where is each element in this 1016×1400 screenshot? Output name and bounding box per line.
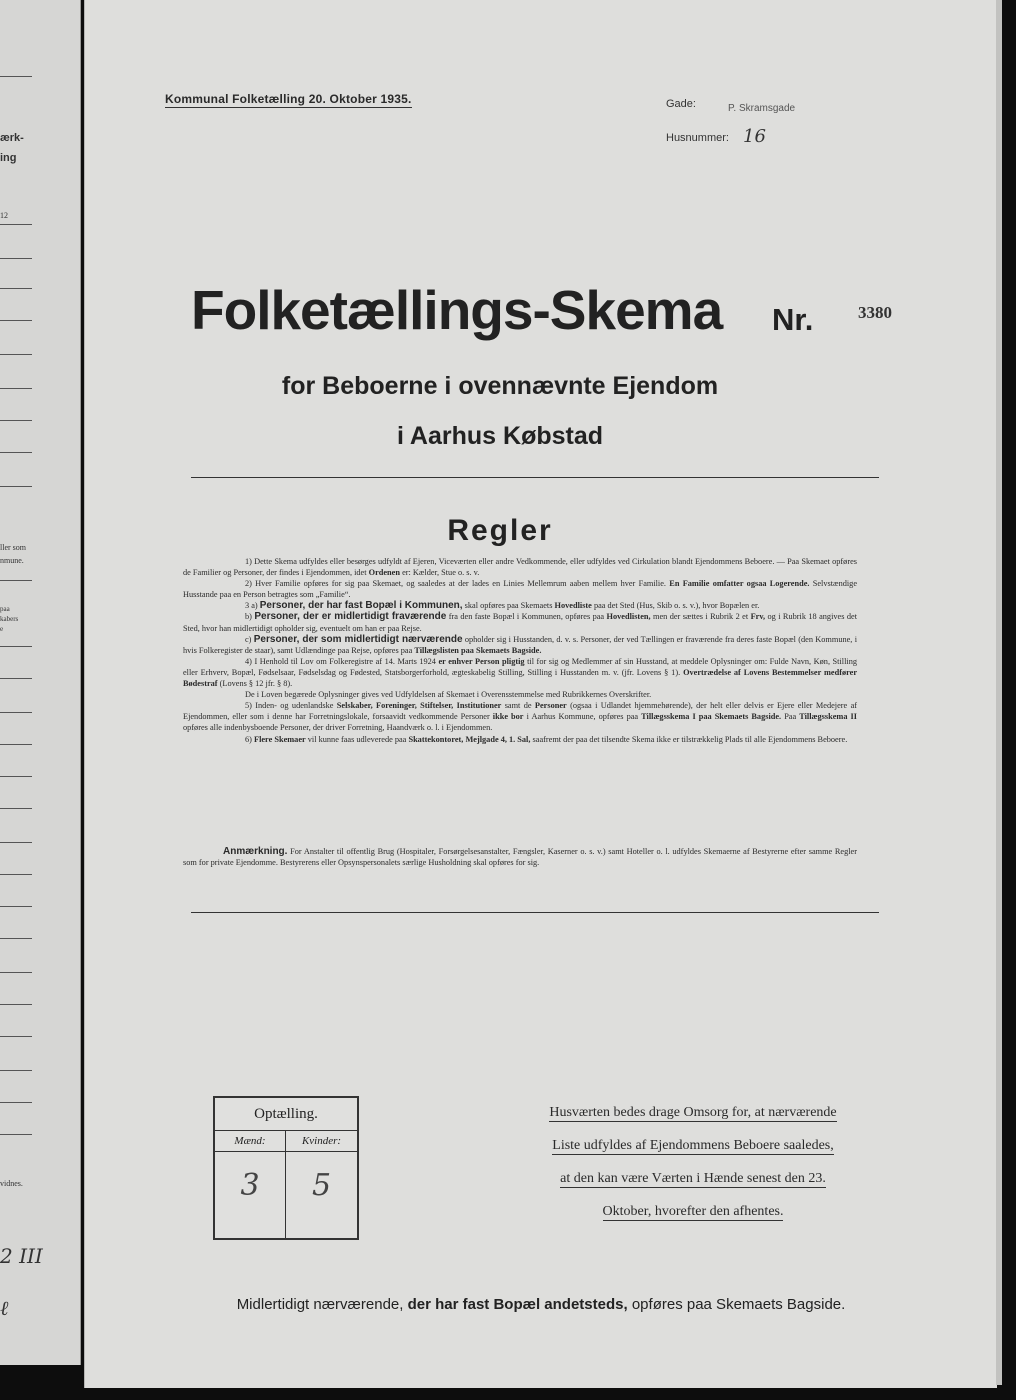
rule-1: 1) Dette Skema udfyldes eller besørges udfyldt af Ejeren, Viceværten eller andre Vedkommende, eller udfyldes ved Cirkulation blandt Ejendommens Beboere. — Paa Skemaet opføres de Familier og Personer, der findes i Ejendommen, idet Ordenen er: Kælder, Stue o. s. v.	[183, 557, 857, 578]
rule-3b: b) Personer, der er midlertidigt fraværende fra den faste Bopæl i Kommunen, opføres paa Hovedlisten, men der sættes i Rubrik 2 et Frv, og i Rubrik 18 angives det Sted, hvor han midlertidigt opholder sig, eventuelt om han er paa Rejse.	[183, 611, 857, 633]
rule-line	[0, 1134, 32, 1135]
women-label: Kvinder:	[286, 1131, 357, 1152]
rules-heading: Regler	[447, 514, 553, 547]
census-header: Kommunal Folketælling 20. Oktober 1935.	[165, 92, 412, 106]
rule-line	[0, 776, 32, 777]
page-fragment: ærk-	[0, 132, 24, 144]
rule-line	[0, 906, 32, 907]
remark-label: Anmærkning.	[223, 846, 288, 857]
husnummer-label: Husnummer:	[666, 132, 729, 144]
page-fragment: 12	[0, 211, 8, 220]
notice-line: Husværten bedes drage Omsorg for, at nærværende	[549, 1105, 837, 1120]
page-fragment: kabers	[0, 615, 19, 623]
page-fragment: ing	[0, 152, 17, 164]
women-count: 5	[311, 1168, 332, 1203]
handwritten-note: 2 III	[0, 1244, 43, 1268]
divider	[191, 912, 879, 913]
previous-page-edge	[0, 0, 81, 1365]
count-box	[213, 1096, 359, 1240]
rule-line	[0, 420, 32, 421]
rule-3a: 3 a) Personer, der har fast Bopæl i Kommunen, skal opføres paa Skemaets Hovedliste paa det Sted (Hus, Skib o. s. v.), hvor Bopælen er.	[245, 600, 760, 612]
form-number-label: Nr.	[772, 302, 814, 337]
rule-line	[0, 452, 32, 453]
rule-line	[0, 972, 32, 973]
footer-note: Midlertidigt nærværende, der har fast Bopæl andetsteds, opføres paa Skemaets Bagside.	[236, 1296, 846, 1313]
rule-line	[0, 1070, 32, 1071]
rule-line	[0, 388, 32, 389]
page-fragment: vidnes.	[0, 1179, 23, 1188]
handwritten-note: ℓ	[0, 1296, 9, 1320]
rule-line	[0, 580, 32, 581]
gade-label: Gade:	[666, 98, 696, 110]
rule-line	[0, 712, 32, 713]
men-count: 3	[240, 1168, 260, 1203]
remark-text: Anmærkning. For Anstalter til offentlig Brug (Hospitaler, Forsørgelsesanstalter, Fængsler, Kaserner o. s. v.) samt Hoteller o. l. udfyldes Skemaerne af Bestyrerne efter samme Regler som for private Ejendomme. Bestyrerens eller Opsynspersonalets særlige Husholdning skal opføres for sig.	[183, 846, 857, 868]
rule-line	[0, 874, 32, 875]
form-number: 3380	[858, 303, 892, 322]
form-title: Folketællings-Skema	[191, 279, 723, 341]
rule-line	[0, 354, 32, 355]
form-subtitle-location: i Aarhus Købstad	[396, 422, 604, 450]
rule-line	[0, 258, 32, 259]
page-edge	[996, 0, 1002, 1385]
rule-line	[0, 1036, 32, 1037]
rule-line	[0, 938, 32, 939]
rule-line	[0, 646, 32, 647]
notice-line: Oktober, hvorefter den afhentes.	[602, 1204, 784, 1219]
rule-line	[0, 320, 32, 321]
men-label: Mænd:	[215, 1131, 285, 1152]
notice-line: at den kan være Værten i Hænde senest den 23.	[560, 1171, 826, 1186]
rule-line	[0, 288, 32, 289]
rule-2: 2) Hver Familie opføres for sig paa Skemaet, og saaledes at der lades en Linies Mellemrum aaben mellem hver Familie. En Familie omfatter ogsaa Logerende. Selvstændige Husstande paa en Person betragtes som „Familie“.	[183, 579, 858, 600]
rule-line	[0, 224, 32, 225]
rule-line	[0, 808, 32, 809]
rule-line	[0, 1102, 32, 1103]
divider	[191, 477, 879, 478]
gade-value: P. Skramsgade	[728, 103, 796, 114]
rule-line	[0, 1004, 32, 1005]
husnummer-value: 16	[743, 126, 766, 147]
rule-line	[0, 744, 32, 745]
rule-line	[0, 486, 32, 487]
form-subtitle: for Beboerne i ovennævnte Ejendom	[281, 372, 719, 400]
rule-5: 5) Inden- og udenlandske Selskaber, Foreninger, Stiftelser, Institutioner samt de Personer (ogsaa i Udlandet hjemmehørende), der helt eller delvis er Ejere eller Medejere af Ejendommen, eller som i denne har Forretningslokale, forsaavidt vedkommende Personer ikke bor i Aarhus Kommune, opføres paa Tillægsskema I paa Skemaets Bagside. Paa Tillægsskema II opføres alle indenbysboende Personer, der driver Forretning, Haandværk o. l. i Ejendommen.	[183, 701, 858, 733]
rule-4: 4) I Henhold til Lov om Folkeregistre af 14. Marts 1924 er enhver Person pligtig til for sig og Medlemmer af sin Husstand, at meddele Oplysninger om: Fulde Navn, Køn, Stilling eller Erhverv, Bopæl, Fødselsaar, Fødselsdag og Fødested, Statsborgerforhold, ægteskabelig Stilling, Stilling i Husstanden m. v. (jfr. Lovens § 1). Overtrædelse af Lovens Bestemmelser medfører Bødestraf (Lovens § 12 jfr. § 8).	[183, 656, 858, 689]
rule-4-note: De i Loven begærede Oplysninger gives ved Udfyldelsen af Skemaet i Overensstemmelse med Rubrikkernes Overskrifter.	[245, 690, 652, 700]
notice-line: Liste udfyldes af Ejendommens Beboere saaledes,	[552, 1138, 834, 1153]
rule-line	[0, 842, 32, 843]
rules-text	[183, 556, 857, 745]
page-fragment: e	[0, 625, 4, 633]
rule-line	[0, 678, 32, 679]
landlord-notice	[485, 1104, 901, 1236]
rule-line	[0, 76, 32, 77]
page-fragment: nmune.	[0, 556, 24, 565]
count-title: Optælling.	[215, 1098, 357, 1131]
rule-6: 6) Flere Skemaer vil kunne faas udleverede paa Skattekontoret, Mejlgade 4, 1. Sal, saafremt der paa det tilsendte Skema ikke er tilstrækkelig Plads til alle Ejendommens Beboere.	[245, 734, 848, 744]
census-form-page	[84, 0, 997, 1388]
page-fragment: paa	[0, 605, 10, 613]
rule-3c: c) Personer, der som midlertidigt nærværende opholder sig i Husstanden, d. v. s. Personer, der ved Tællingen er fraværende fra deres faste Bopæl (den Kommune, i hvis Folkeregister de staar), samt Udlændinge paa Rejse, opføres paa Tillægslisten paa Skemaets Bagside.	[183, 633, 857, 655]
page-fragment: ller som	[0, 543, 26, 552]
